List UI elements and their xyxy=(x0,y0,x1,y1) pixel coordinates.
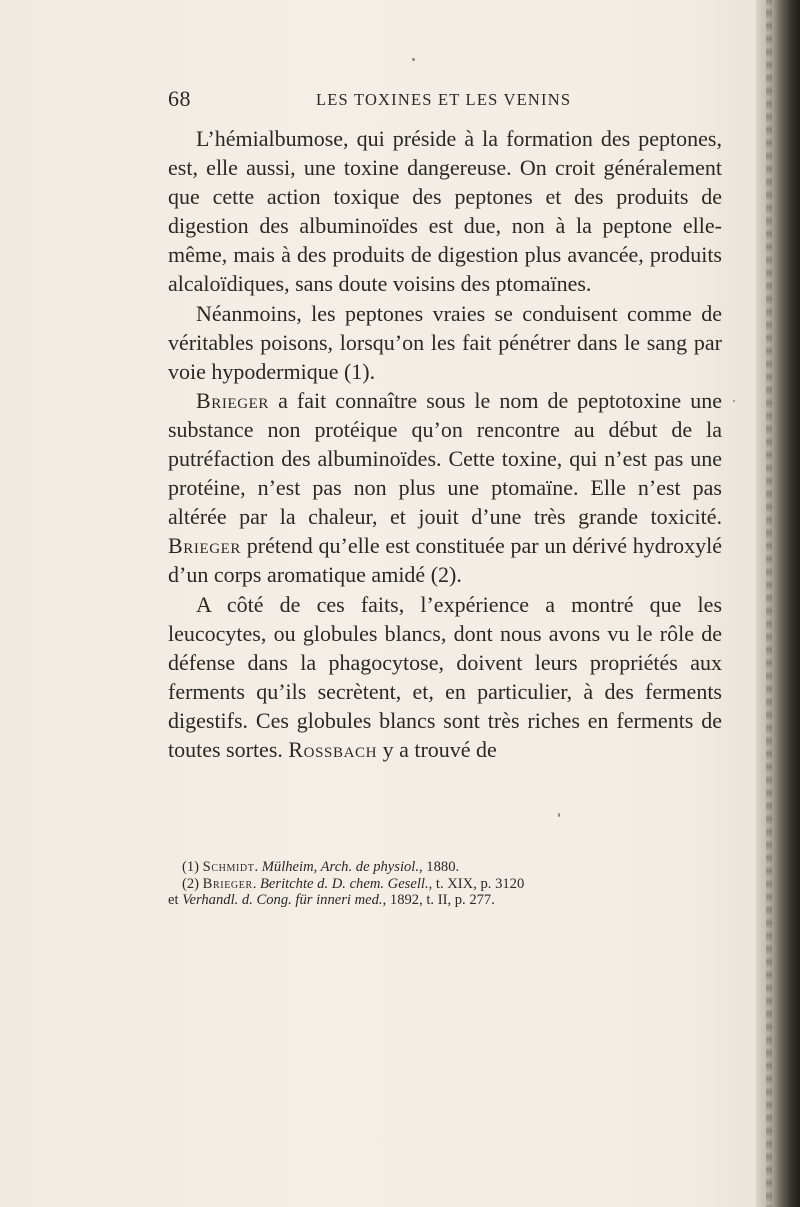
author-name: Brieger xyxy=(168,533,242,559)
footnote-title: Beritchte d. D. chem. Gesell. xyxy=(260,875,429,892)
footnote-author: Brieger xyxy=(202,875,253,892)
book-binding-edge xyxy=(756,0,800,1207)
author-name: Brieger xyxy=(196,387,270,413)
author-name: Rossbach xyxy=(288,736,378,762)
footnote-details: , 1892, t. II, p. 277. xyxy=(382,892,495,908)
body-text xyxy=(168,124,722,764)
footnote-details: , 1880. xyxy=(419,859,460,875)
paper-speck xyxy=(412,58,415,61)
paragraph-3-text-b: prétend qu’elle est constituée par un dérivé hydroxylé d’un corps aromatique amidé (2). xyxy=(168,533,722,588)
footnotes xyxy=(168,859,722,909)
footnote-prefix: et xyxy=(168,892,183,908)
footnote-2-continuation xyxy=(168,892,722,909)
footnote-1 xyxy=(168,859,722,876)
paper-speck xyxy=(733,400,735,402)
footnote-details: , t. XIX, p. 3120 xyxy=(428,875,525,892)
footnote-marker: (2) xyxy=(182,875,203,892)
paragraph-1: L’hémialbumose, qui préside à la formation des peptones, est, elle aussi, une toxine dangereuse. On croit généralement que cette action toxique des peptones et des produits de digestion des albuminoïdes est due, non à la peptone elle-même, mais à des produits de digestion plus avancée, produits alcaloïdiques, sans doute voisins des ptomaïnes. xyxy=(168,126,722,297)
footnote-marker: (1) xyxy=(182,859,203,875)
footnote-title: Mülheim, Arch. de physiol. xyxy=(261,859,419,875)
page-number: 68 xyxy=(168,86,191,111)
page-header xyxy=(168,86,728,116)
paragraph-4 xyxy=(168,590,722,765)
footnote-separator: . xyxy=(254,859,262,875)
paragraph-2: Néanmoins, les peptones vraies se conduisent comme de véritables poisons, lorsqu’on les fait pénétrer dans le sang par voie hypodermique (1). xyxy=(168,300,722,384)
footnote-title: Verhandl. d. Cong. für inneri med. xyxy=(182,892,383,908)
paragraph-4-text-b: y a trouvé de xyxy=(377,736,497,762)
paragraph-3-text-a: a fait connaître sous le nom de peptotoxine une substance non protéique qu’on rencontre au début de la putréfaction des albuminoïdes. Cette toxine, qui n’est pas une protéine, n’est pas non plus une ptomaïne. Elle n’est pas altérée par la chaleur, et jouit d’une très grande toxicité. xyxy=(168,387,722,530)
paragraph-3 xyxy=(168,386,722,590)
footnote-2 xyxy=(168,876,722,893)
footnote-author: Schmidt xyxy=(202,859,255,875)
footnote-separator: . xyxy=(252,875,261,892)
running-title: LES TOXINES ET LES VENINS xyxy=(316,90,572,109)
paragraph-4-text-a: A côté de ces faits, l’expérience a montré que les leucocytes, ou globules blancs, dont nous avons vu le rôle de défense dans la phagocytose, doivent leurs propriétés aux ferments qu’ils secrètent, et, en particulier, à des ferments digestifs. Ces globules blancs sont très riches en ferments de toutes sortes. xyxy=(168,591,722,762)
paper-speck xyxy=(558,813,560,817)
